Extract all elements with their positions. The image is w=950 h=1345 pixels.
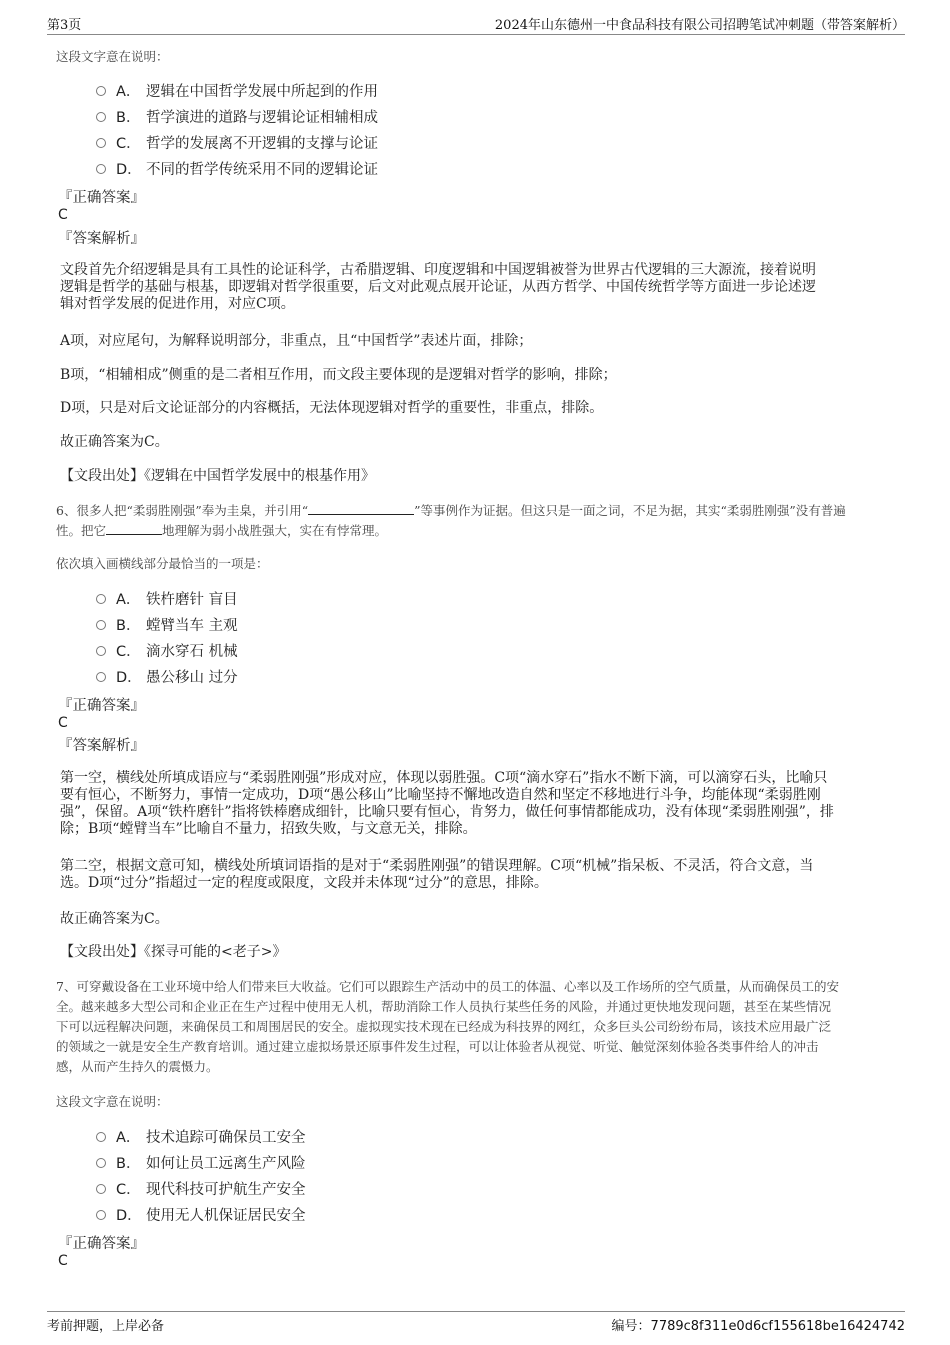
fill-blank-1[interactable]	[308, 501, 414, 515]
radio-icon[interactable]	[96, 672, 106, 682]
q7-option-c[interactable]: C． 现代科技可护航生产安全	[96, 1180, 306, 1200]
radio-icon[interactable]	[96, 86, 106, 96]
q7-option-d[interactable]: D． 使用无人机保证居民安全	[96, 1206, 306, 1226]
q6-stem: 6、很多人把“柔弱胜刚强”奉为圭臬，并引用“ ”等事例作为证据。但这只是一面之词，不足为据，其实“柔弱胜刚强”没有普遍 性。把它 地理解为弱小战胜强大，实在有悖常理。	[56, 503, 846, 538]
radio-icon[interactable]	[96, 112, 106, 122]
q6-analysis-label: 『答案解析』	[58, 738, 145, 754]
footer-slogan: 考前押题，上岸必备	[47, 1319, 165, 1334]
q5-analysis-para: 故正确答案为C。	[60, 434, 169, 450]
q5-option-d[interactable]: D． 不同的哲学传统采用不同的逻辑论证	[96, 160, 378, 180]
radio-icon[interactable]	[96, 1132, 106, 1142]
q7-answer-label: 『正确答案』	[58, 1236, 145, 1252]
page-number: 第3页	[47, 18, 82, 33]
q6-option-a[interactable]: A． 铁杵磨针 盲目	[96, 590, 238, 610]
q7-prompt: 这段文字意在说明：	[56, 1094, 169, 1109]
radio-icon[interactable]	[96, 1158, 106, 1168]
fill-blank-2[interactable]	[106, 521, 162, 535]
q5-analysis-para: 文段首先介绍逻辑是具有工具性的论证科学，古希腊逻辑、印度逻辑和中国逻辑被誉为世界古代逻辑的三大源流，接着说明 逻辑是哲学的基础与根基，即逻辑对哲学很重要，后文对此观点展开论证，从西方哲学、中国传统哲学等方面进一步论述逻 辑对哲学发展的促进作用，对应C项。	[60, 262, 816, 312]
q5-option-b[interactable]: B． 哲学演进的道路与逻辑论证相辅相成	[96, 108, 378, 128]
q7-option-b[interactable]: B． 如何让员工远离生产风险	[96, 1154, 306, 1174]
q5-answer-label: 『正确答案』	[58, 190, 145, 206]
q5-prompt: 这段文字意在说明：	[56, 49, 169, 64]
q6-analysis-para: 故正确答案为C。	[60, 911, 169, 927]
q7-answer: C	[58, 1253, 68, 1269]
radio-icon[interactable]	[96, 138, 106, 148]
q7-option-a[interactable]: A． 技术追踪可确保员工安全	[96, 1128, 306, 1148]
q6-option-b[interactable]: B． 螳臂当车 主观	[96, 616, 238, 636]
radio-icon[interactable]	[96, 620, 106, 630]
radio-icon[interactable]	[96, 646, 106, 656]
q6-analysis-para: 第二空，根据文意可知，横线处所填词语指的是对于“柔弱胜刚强”的错误理解。C项“机械”指呆板、不灵活，符合文意，当 选。D项“过分”指超过一定的程度或限度，文段并未体现“过分”的意思，排除。	[60, 858, 814, 891]
q5-analysis-label: 『答案解析』	[58, 231, 145, 247]
q6-prompt: 依次填入画横线部分最恰当的一项是：	[56, 556, 269, 571]
q6-option-c[interactable]: C． 滴水穿石 机械	[96, 642, 238, 662]
page-header	[47, 12, 905, 35]
radio-icon[interactable]	[96, 1184, 106, 1194]
document-title: 2024年山东德州一中食品科技有限公司招聘笔试冲刺题（带答案解析）	[494, 18, 905, 33]
q6-answer: C	[58, 715, 68, 731]
q5-option-a[interactable]: A． 逻辑在中国哲学发展中所起到的作用	[96, 82, 378, 102]
q5-analysis-para: D项，只是对后文论证部分的内容概括，无法体现逻辑对哲学的重要性，非重点，排除。	[60, 400, 604, 416]
q5-analysis-para: B项，“相辅相成”侧重的是二者相互作用，而文段主要体现的是逻辑对哲学的影响，排除；	[60, 367, 617, 383]
page-footer	[47, 1311, 905, 1336]
q6-answer-label: 『正确答案』	[58, 698, 145, 714]
document-code: 编号：7789c8f311e0d6cf155618be16424742	[611, 1319, 905, 1334]
q6-option-d[interactable]: D． 愚公移山 过分	[96, 668, 238, 688]
q5-answer: C	[58, 207, 68, 223]
radio-icon[interactable]	[96, 164, 106, 174]
q7-stem: 7、可穿戴设备在工业环境中给人们带来巨大收益。它们可以跟踪生产活动中的员工的体温、心率以及工作场所的空气质量，从而确保员工的安 全。越来越多大型公司和企业正在生产过程中使用无人机，帮助消除工作人员执行某些任务的风险，并通过更快地发现问题，甚至在某些情况 下可以远程解决问题，来确保员工和周围居民的安全。虚拟现实技术现在已经成为科技界的网红，众多巨头公司纷纷布局，该技术应用最广泛 的领域之一就是安全生产教育培训。通过建立虚拟场景还原事件发生过程，可以让体验者从视觉、听觉、触觉深刻体验各类事件给人的冲击 感，从而产生持久的震慑力。	[56, 979, 839, 1074]
q5-option-c[interactable]: C． 哲学的发展离不开逻辑的支撑与论证	[96, 134, 378, 154]
radio-icon[interactable]	[96, 594, 106, 604]
q5-source: 【文段出处】《逻辑在中国哲学发展中的根基作用》	[60, 468, 375, 484]
q6-source: 【文段出处】《探寻可能的<老子>》	[60, 944, 287, 960]
q6-analysis-para: 第一空，横线处所填成语应与“柔弱胜刚强”形成对应，体现以弱胜强。C项“滴水穿石”指水不断下滴，可以滴穿石头，比喻只 要有恒心，不断努力，事情一定成功，D项“愚公移山”比喻坚持不懈地改造自然和坚定不移地进行斗争，均能体现“柔弱胜刚 强”，保留。A项“铁杵磨针”指将铁棒磨成细针，比喻只要有恒心，肯努力，做任何事情都能成功，没有体现“柔弱胜刚强”，排 除；B项“螳臂当车”比喻自不量力，招致失败，与文意无关，排除。	[60, 770, 834, 837]
radio-icon[interactable]	[96, 1210, 106, 1220]
q5-analysis-para: A项，对应尾句，为解释说明部分，非重点，且“中国哲学”表述片面，排除；	[60, 333, 533, 349]
